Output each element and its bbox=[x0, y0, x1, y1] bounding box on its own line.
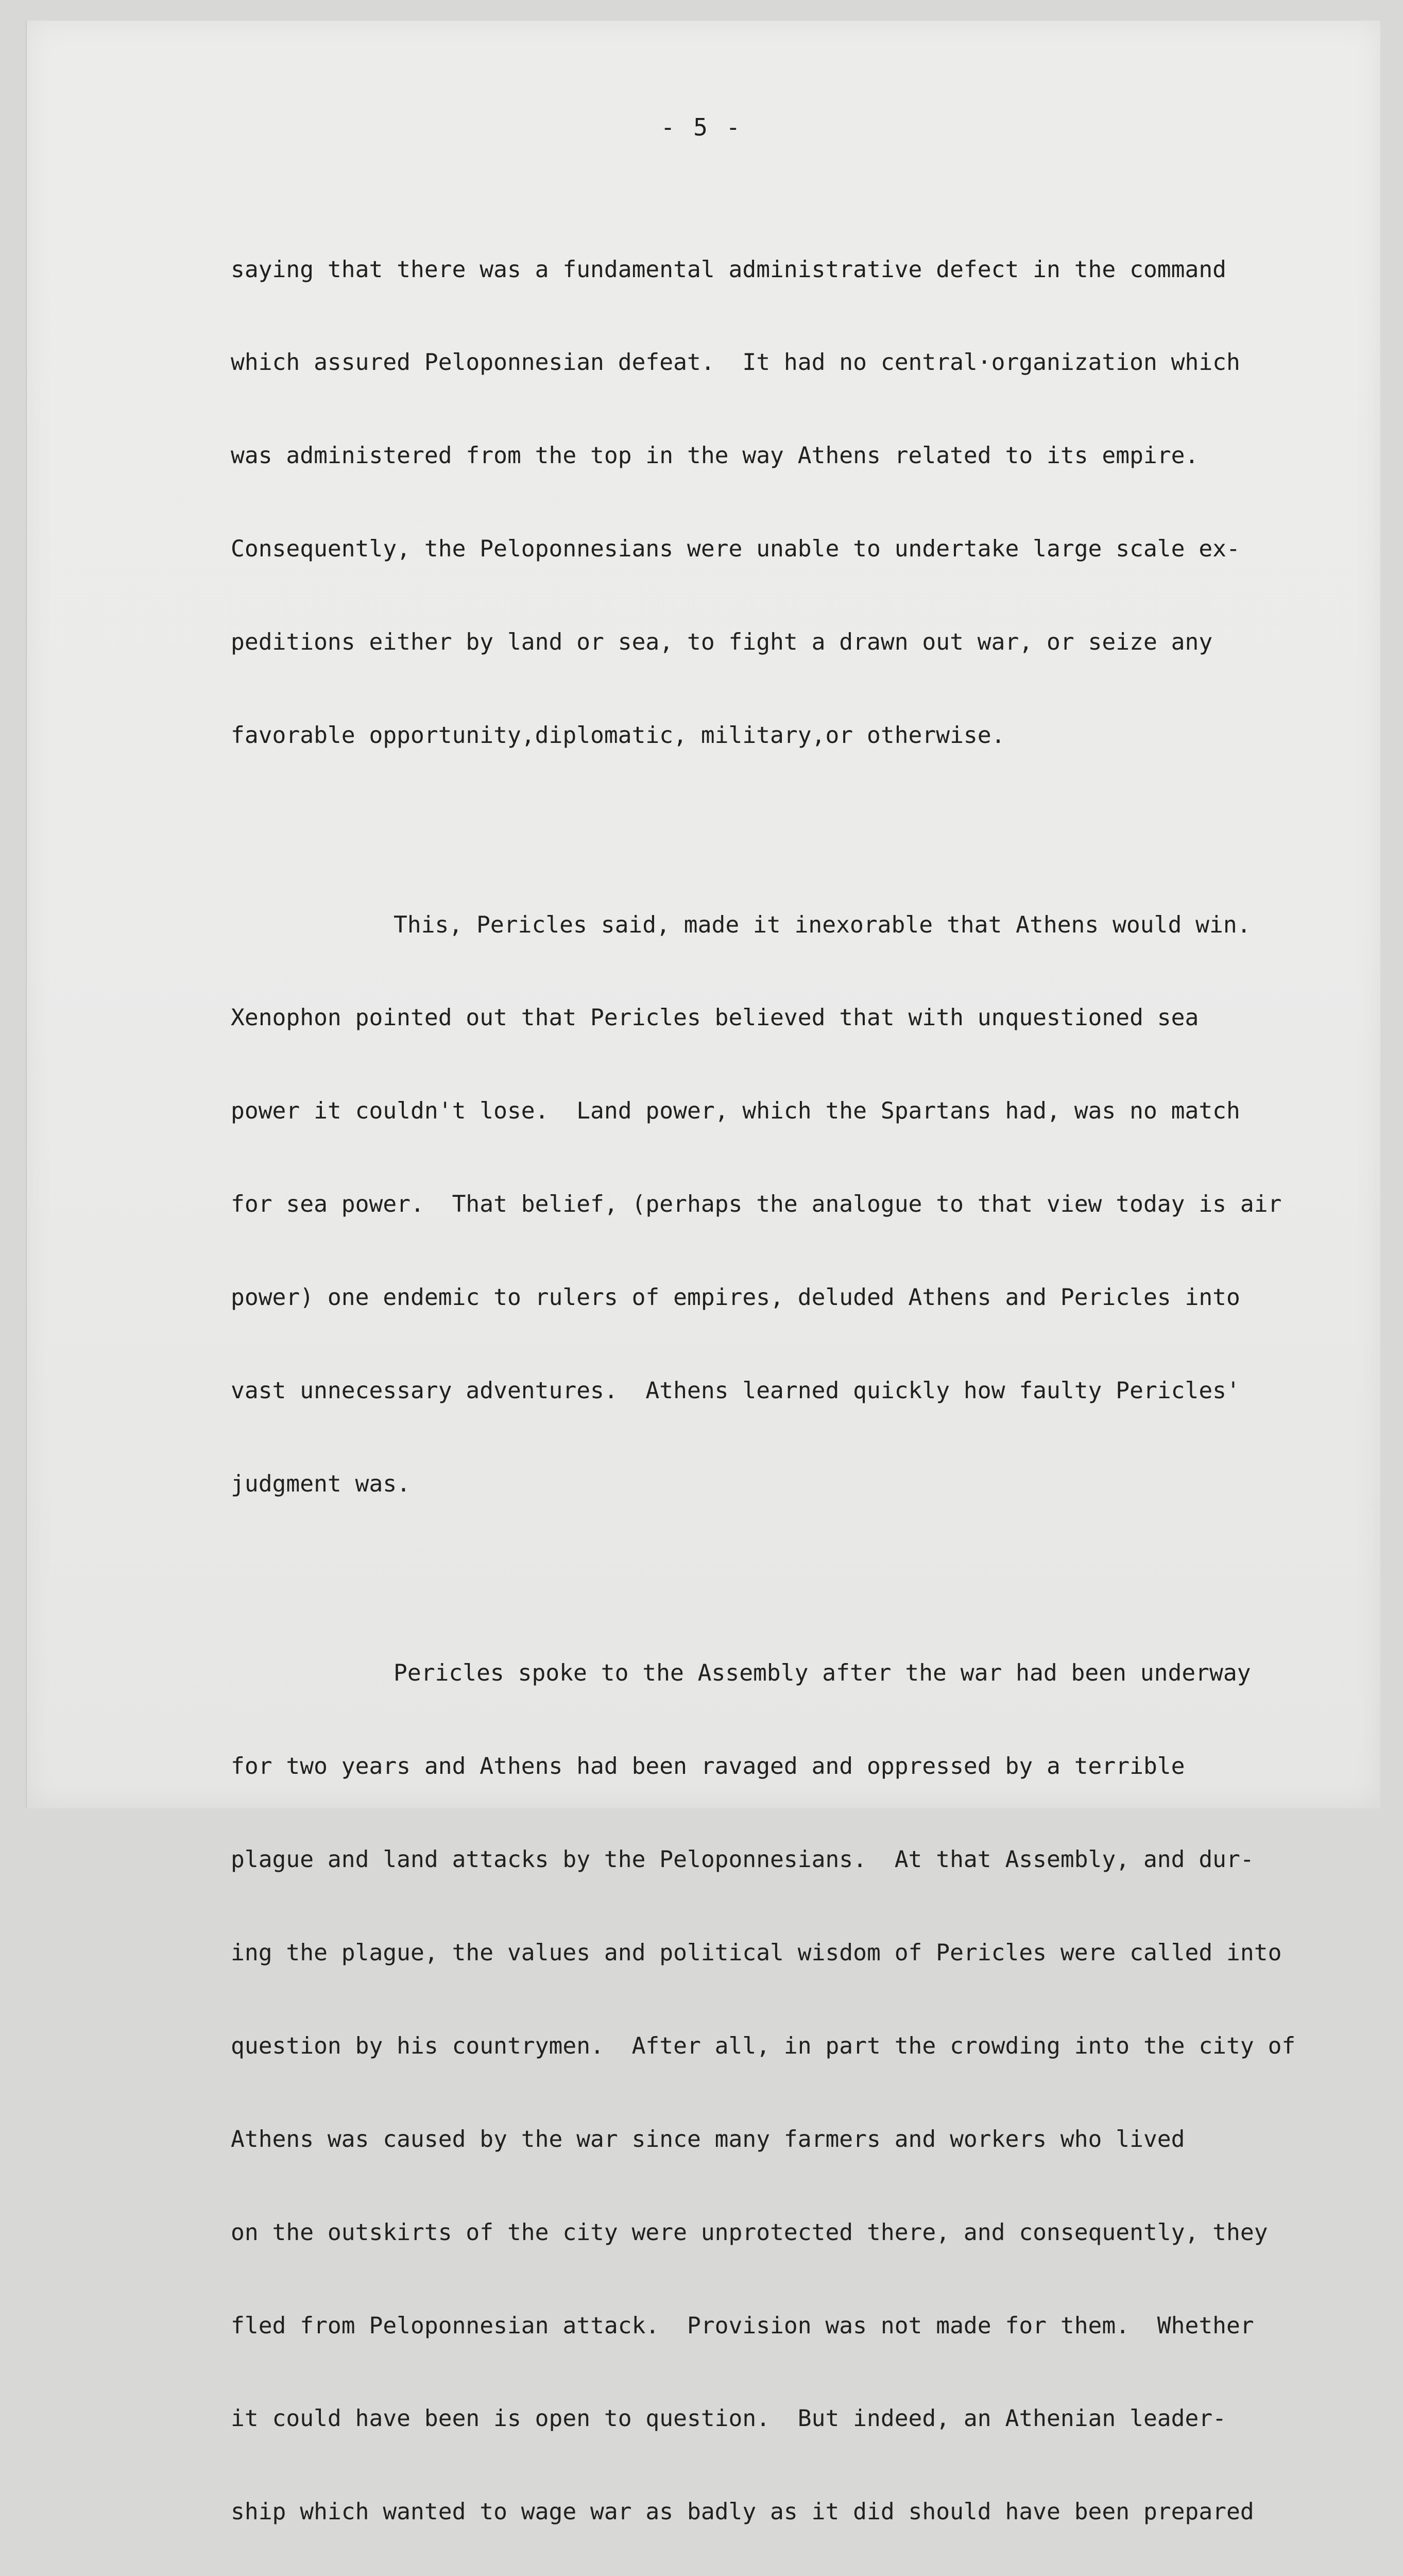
text-line: plague and land attacks by the Peloponnesians. At that Assembly, and dur- bbox=[231, 1846, 1254, 1873]
text-line: Consequently, the Peloponnesians were unable to undertake large scale ex- bbox=[231, 535, 1240, 563]
text-line: Pericles spoke to the Assembly after the war had been underway bbox=[393, 1659, 1251, 1687]
text-line: was administered from the top in the way Athens related to its empire. bbox=[231, 442, 1199, 469]
text-line: ship which wanted to wage war as badly as it did should have been prepared bbox=[231, 2498, 1254, 2526]
text-line: fled from Peloponnesian attack. Provision was not made for them. Whether bbox=[231, 2312, 1254, 2339]
text-line: power) one endemic to rulers of empires, deluded Athens and Pericles into bbox=[231, 1284, 1240, 1311]
text-line: ing the plague, the values and political wisdom of Pericles were called into bbox=[231, 1939, 1282, 1967]
text-line: peditions either by land or sea, to fight a drawn out war, or seize any bbox=[231, 629, 1213, 656]
text-line: question by his countrymen. After all, in part the crowding into the city of bbox=[231, 2032, 1296, 2059]
paragraph-1 bbox=[231, 192, 1248, 813]
text-line: which assured Peloponnesian defeat. It had no central·organization which bbox=[231, 349, 1240, 376]
text-line: power it couldn't lose. Land power, which the Spartans had, was no match bbox=[231, 1097, 1240, 1125]
text-line: judgment was. bbox=[231, 1470, 411, 1497]
text-line: vast unnecessary adventures. Athens learned quickly how faulty Pericles' bbox=[231, 1377, 1240, 1404]
text-line: This, Pericles said, made it inexorable that Athens would win. bbox=[393, 911, 1251, 938]
paragraph-3 bbox=[231, 1596, 1296, 2576]
text-line: it could have been is open to question. But indeed, an Athenian leader- bbox=[231, 2405, 1227, 2432]
text-line: Xenophon pointed out that Pericles believed that with unquestioned sea bbox=[231, 1004, 1199, 1031]
page-number: - 5 - bbox=[660, 113, 743, 141]
text-line: for two years and Athens had been ravaged and oppressed by a terrible bbox=[231, 1753, 1185, 1780]
paragraph-2 bbox=[231, 847, 1282, 1562]
text-line: Athens was caused by the war since many farmers and workers who lived bbox=[231, 2125, 1185, 2153]
text-line: saying that there was a fundamental administrative defect in the command bbox=[231, 256, 1227, 283]
text-line: favorable opportunity,diplomatic, military,or otherwise. bbox=[231, 722, 1005, 749]
text-line: on the outskirts of the city were unprotected there, and consequently, they bbox=[231, 2218, 1268, 2246]
document-body bbox=[231, 192, 1296, 2576]
text-line: for sea power. That belief, (perhaps the analogue to that view today is air bbox=[231, 1191, 1282, 1218]
